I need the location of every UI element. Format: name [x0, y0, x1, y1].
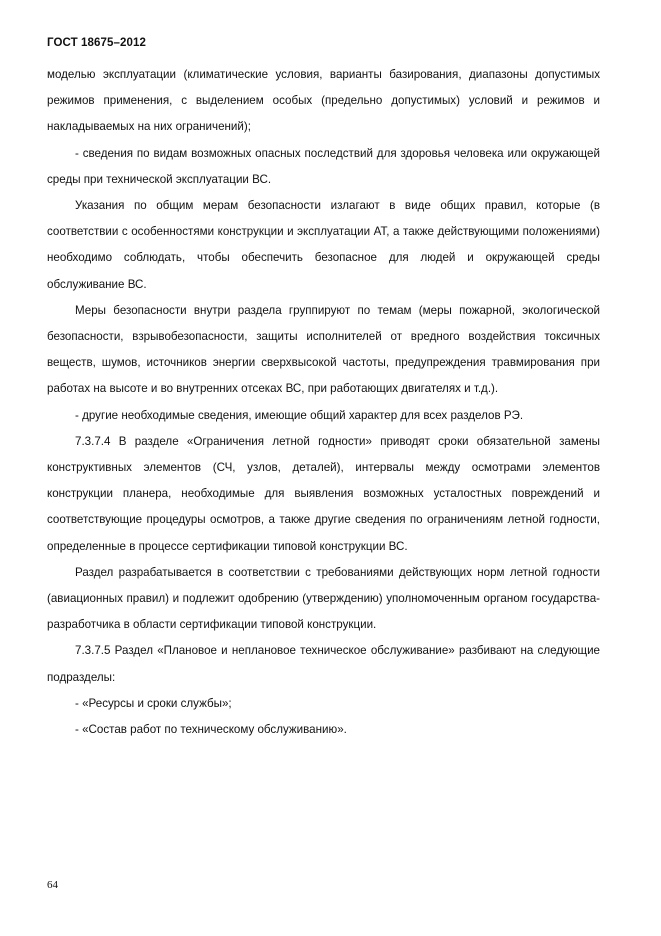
paragraph: Меры безопасности внутри раздела группируют по темам (меры пожарной, экологической безопасности, взрывобезопасности, защиты исполнителей от вредного воздействия токсичных веществ, шумов, источников энергии сверхвысокой частоты, предупреждения травмирования при работах на высоте и во внутренних отсеках ВС, при работающих двигателях и т.д.). [47, 303, 600, 396]
paragraph: Указания по общим мерам безопасности излагают в виде общих правил, которые (в соответствии с особенностями конструкции и эксплуатации АТ, а также действующими положениями) необходимо соблюдать, чтобы обеспечить безопасное для людей и окружающей среды обслуживание ВС. [47, 199, 600, 291]
paragraph: 7.3.7.4 В разделе «Ограничения летной годности» приводят сроки обязательной замены конструктивных элементов (СЧ, узлов, деталей), интервалы между осмотрами элементов конструкции планера, необходимые для выявления возможных усталостных повреждений и соответствующие процедуры осмотров, а также другие сведения по ограничениям летной годности, определенные в процессе сертификации типовой конструкции ВС. [47, 434, 600, 553]
page-number: 64 [47, 879, 58, 891]
paragraph: - другие необходимые сведения, имеющие общий характер для всех разделов РЭ. [75, 408, 524, 422]
paragraph: - «Состав работ по техническому обслуживанию». [75, 723, 347, 737]
paragraph: - сведения по видам возможных опасных последствий для здоровья человека или окружающей среды при технической эксплуатации ВС. [47, 146, 600, 186]
paragraph: моделью эксплуатации (климатические условия, варианты базирования, диапазоны допустимых режимов применения, с выделением особых (предельно допустимых) условий и режимов и накладываемых на них ограничений); [47, 68, 600, 134]
body-text [47, 62, 600, 743]
paragraph: 7.3.7.5 Раздел «Плановое и неплановое техническое обслуживание» разбивают на следующие подразделы: [47, 644, 600, 684]
document-header: ГОСТ 18675–2012 [47, 37, 147, 49]
paragraph: Раздел разрабатывается в соответствии с требованиями действующих норм летной годности (авиационных правил) и подлежит одобрению (утверждению) уполномоченным органом государства-разработчика в области сертификации типовой конструкции. [47, 565, 600, 632]
paragraph: - «Ресурсы и сроки службы»; [75, 696, 232, 710]
